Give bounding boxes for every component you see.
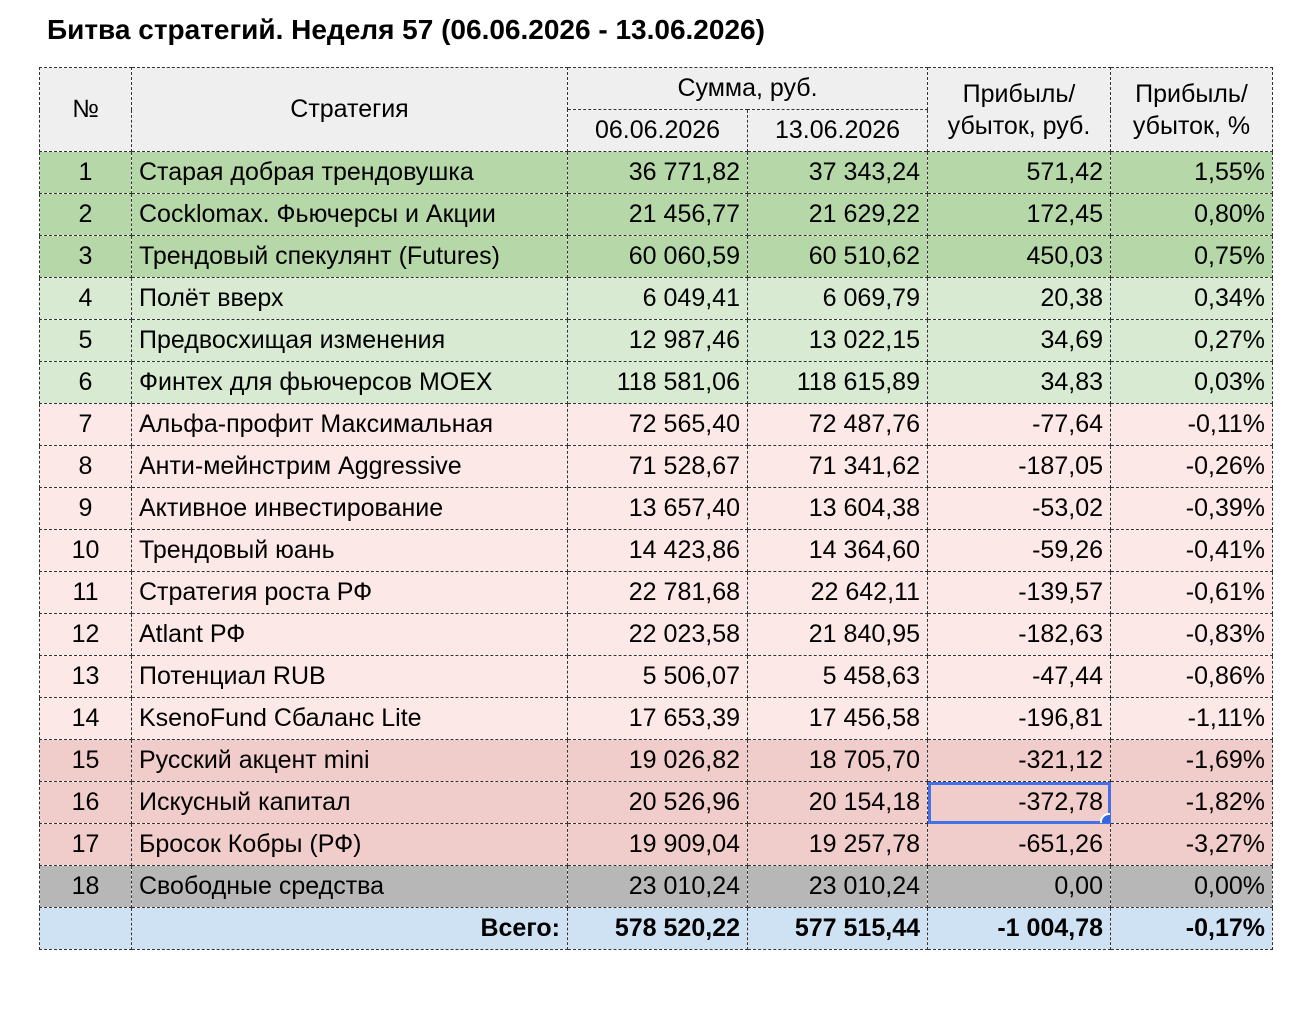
cell-pl-rub[interactable]: 571,42 xyxy=(928,152,1111,194)
cell-pl-pct[interactable]: 1,55% xyxy=(1111,152,1273,194)
cell-num[interactable]: 4 xyxy=(40,278,132,320)
cell-sum-start[interactable]: 19 026,82 xyxy=(568,740,748,782)
cell-pl-rub[interactable]: -182,63 xyxy=(928,614,1111,656)
cell-sum-start[interactable]: 14 423,86 xyxy=(568,530,748,572)
cell-num[interactable]: 15 xyxy=(40,740,132,782)
header-pl-pct-line2: убыток, % xyxy=(1132,111,1251,140)
cell-pl-pct[interactable]: -0,39% xyxy=(1111,488,1273,530)
table-row xyxy=(40,152,1273,194)
header-num[interactable]: № xyxy=(40,68,132,152)
cell-sum-end[interactable]: 13 022,15 xyxy=(748,320,928,362)
cell-sum-start[interactable]: 22 023,58 xyxy=(568,614,748,656)
header-strategy[interactable]: Стратегия xyxy=(132,68,568,152)
cell-strategy[interactable]: Трендовый юань xyxy=(132,530,568,572)
cell-pl-pct[interactable]: 0,03% xyxy=(1111,362,1273,404)
cell-sum-end[interactable]: 19 257,78 xyxy=(748,824,928,866)
cell-pl-pct[interactable]: -0,61% xyxy=(1111,572,1273,614)
sheet-title: Битва стратегий. Неделя 57 (06.06.2026 - 13.06.2026) xyxy=(47,14,765,45)
table-row xyxy=(40,866,1273,908)
cell-pl-rub[interactable]: 34,83 xyxy=(928,362,1111,404)
cell-sum-start[interactable]: 36 771,82 xyxy=(568,152,748,194)
table-row xyxy=(40,698,1273,740)
cell-strategy[interactable]: Atlant РФ xyxy=(132,614,568,656)
cell-pl-rub[interactable]: 450,03 xyxy=(928,236,1111,278)
cell-strategy[interactable]: Cocklomax. Фьючерсы и Акции xyxy=(132,194,568,236)
total-pl-rub[interactable]: -1 004,78 xyxy=(928,908,1111,950)
cell-pl-pct[interactable]: 0,00% xyxy=(1111,866,1273,908)
cell-sum-start[interactable]: 118 581,06 xyxy=(568,362,748,404)
total-sum-end[interactable]: 577 515,44 xyxy=(748,908,928,950)
total-label[interactable]: Всего: xyxy=(132,908,568,950)
cell-pl-rub[interactable]: -196,81 xyxy=(928,698,1111,740)
cell-strategy[interactable]: Старая добрая трендовушка xyxy=(132,152,568,194)
cell-sum-end[interactable]: 118 615,89 xyxy=(748,362,928,404)
table-row xyxy=(40,740,1273,782)
table-row xyxy=(40,824,1273,866)
cell-pl-rub[interactable]: -651,26 xyxy=(928,824,1111,866)
table-row xyxy=(40,488,1273,530)
cell-strategy[interactable]: Стратегия роста РФ xyxy=(132,572,568,614)
cell-sum-start[interactable]: 20 526,96 xyxy=(568,782,748,824)
cell-pl-pct[interactable]: 0,27% xyxy=(1111,320,1273,362)
header-pl-rub-line2: убыток, руб. xyxy=(947,111,1091,140)
cell-sum-start[interactable]: 17 653,39 xyxy=(568,698,748,740)
cell-sum-end[interactable]: 22 642,11 xyxy=(748,572,928,614)
table-row xyxy=(40,362,1273,404)
total-empty-cell[interactable] xyxy=(40,908,132,950)
cell-pl-rub[interactable]: 34,69 xyxy=(928,320,1111,362)
cell-sum-end[interactable]: 20 154,18 xyxy=(748,782,928,824)
cell-sum-end[interactable]: 21 840,95 xyxy=(748,614,928,656)
cell-pl-rub[interactable]: 0,00 xyxy=(928,866,1111,908)
cell-sum-start[interactable]: 13 657,40 xyxy=(568,488,748,530)
cell-sum-end[interactable]: 18 705,70 xyxy=(748,740,928,782)
cell-pl-rub-value: -372,78 xyxy=(1018,788,1103,816)
total-pl-pct[interactable]: -0,17% xyxy=(1111,908,1273,950)
cell-sum-start[interactable]: 21 456,77 xyxy=(568,194,748,236)
table-row xyxy=(40,194,1273,236)
table-row xyxy=(40,404,1273,446)
total-sum-start[interactable]: 578 520,22 xyxy=(568,908,748,950)
cell-num[interactable]: 5 xyxy=(40,320,132,362)
cell-strategy[interactable]: Свободные средства xyxy=(132,866,568,908)
cell-pl-rub[interactable]: 20,38 xyxy=(928,278,1111,320)
cell-strategy[interactable]: Финтех для фьючерсов MOEX xyxy=(132,362,568,404)
cell-sum-start[interactable]: 71 528,67 xyxy=(568,446,748,488)
cell-strategy[interactable]: Русский акцент mini xyxy=(132,740,568,782)
cell-num[interactable]: 7 xyxy=(40,404,132,446)
strategies-table xyxy=(39,67,1273,950)
cell-num[interactable]: 6 xyxy=(40,362,132,404)
header-pl-rub[interactable] xyxy=(928,68,1111,152)
cell-strategy[interactable]: Бросок Кобры (РФ) xyxy=(132,824,568,866)
cell-sum-end[interactable]: 5 458,63 xyxy=(748,656,928,698)
header-pl-pct-line1: Прибыль/ xyxy=(1135,79,1248,108)
cell-pl-rub[interactable]: -139,57 xyxy=(928,572,1111,614)
cell-sum-end[interactable]: 13 604,38 xyxy=(748,488,928,530)
cell-num[interactable]: 12 xyxy=(40,614,132,656)
cell-sum-end[interactable]: 6 069,79 xyxy=(748,278,928,320)
cell-strategy[interactable]: Потенциал RUB xyxy=(132,656,568,698)
table-row xyxy=(40,656,1273,698)
table-row xyxy=(40,278,1273,320)
cell-num[interactable]: 2 xyxy=(40,194,132,236)
cell-sum-start[interactable]: 22 781,68 xyxy=(568,572,748,614)
cell-pl-pct[interactable]: -0,26% xyxy=(1111,446,1273,488)
cell-pl-pct[interactable]: 0,34% xyxy=(1111,278,1273,320)
cell-strategy[interactable]: Альфа-профит Максимальная xyxy=(132,404,568,446)
cell-pl-rub[interactable]: -59,26 xyxy=(928,530,1111,572)
cell-sum-end[interactable]: 17 456,58 xyxy=(748,698,928,740)
cell-pl-pct[interactable]: -0,41% xyxy=(1111,530,1273,572)
cell-strategy[interactable]: Активное инвестирование xyxy=(132,488,568,530)
cell-pl-pct[interactable]: -0,86% xyxy=(1111,656,1273,698)
cell-sum-end[interactable]: 71 341,62 xyxy=(748,446,928,488)
cell-sum-end[interactable]: 60 510,62 xyxy=(748,236,928,278)
cell-num[interactable]: 14 xyxy=(40,698,132,740)
header-date-end[interactable]: 13.06.2026 xyxy=(748,110,928,152)
table-row xyxy=(40,614,1273,656)
cell-pl-pct[interactable]: 0,80% xyxy=(1111,194,1273,236)
table-row xyxy=(40,530,1273,572)
cell-sum-start[interactable]: 72 565,40 xyxy=(568,404,748,446)
selected-cell-pl-rub[interactable] xyxy=(928,782,1111,824)
cell-strategy[interactable]: Полёт вверх xyxy=(132,278,568,320)
total-row xyxy=(40,908,1273,950)
cell-num[interactable]: 3 xyxy=(40,236,132,278)
header-date-start[interactable]: 06.06.2026 xyxy=(568,110,748,152)
cell-sum-end[interactable]: 23 010,24 xyxy=(748,866,928,908)
cell-sum-end[interactable]: 37 343,24 xyxy=(748,152,928,194)
cell-num[interactable]: 11 xyxy=(40,572,132,614)
table-row xyxy=(40,446,1273,488)
cell-sum-start[interactable]: 6 049,41 xyxy=(568,278,748,320)
cell-sum-start[interactable]: 60 060,59 xyxy=(568,236,748,278)
cell-pl-rub[interactable]: 172,45 xyxy=(928,194,1111,236)
cell-num[interactable]: 16 xyxy=(40,782,132,824)
cell-pl-pct[interactable]: -0,83% xyxy=(1111,614,1273,656)
header-pl-rub-line1: Прибыль/ xyxy=(962,79,1076,108)
cell-pl-pct[interactable]: -1,82% xyxy=(1111,782,1273,824)
cell-pl-pct[interactable]: -1,11% xyxy=(1111,698,1273,740)
cell-sum-end[interactable]: 21 629,22 xyxy=(748,194,928,236)
cell-num[interactable]: 9 xyxy=(40,488,132,530)
cell-strategy[interactable]: Предвосхищая изменения xyxy=(132,320,568,362)
cell-pl-rub[interactable]: -187,05 xyxy=(928,446,1111,488)
cell-sum-start[interactable]: 5 506,07 xyxy=(568,656,748,698)
cell-pl-pct[interactable]: -0,11% xyxy=(1111,404,1273,446)
cell-pl-pct[interactable]: -3,27% xyxy=(1111,824,1273,866)
cell-num[interactable]: 13 xyxy=(40,656,132,698)
table-row xyxy=(40,320,1273,362)
cell-strategy[interactable]: Трендовый спекулянт (Futures) xyxy=(132,236,568,278)
cell-strategy[interactable]: Искусный капитал xyxy=(132,782,568,824)
header-sum[interactable]: Сумма, руб. xyxy=(568,68,928,110)
header-pl-pct[interactable] xyxy=(1111,68,1273,152)
cell-sum-start[interactable]: 12 987,46 xyxy=(568,320,748,362)
cell-sum-end[interactable]: 72 487,76 xyxy=(748,404,928,446)
cell-sum-end[interactable]: 14 364,60 xyxy=(748,530,928,572)
cell-num[interactable]: 18 xyxy=(40,866,132,908)
cell-strategy[interactable]: Анти-мейнстрим Aggressive xyxy=(132,446,568,488)
cell-num[interactable]: 1 xyxy=(40,152,132,194)
table-row xyxy=(40,782,1273,824)
cell-pl-rub[interactable]: -321,12 xyxy=(928,740,1111,782)
cell-sum-start[interactable]: 23 010,24 xyxy=(568,866,748,908)
cell-pl-pct[interactable]: 0,75% xyxy=(1111,236,1273,278)
cell-num[interactable]: 17 xyxy=(40,824,132,866)
cell-pl-pct[interactable]: -1,69% xyxy=(1111,740,1273,782)
cell-num[interactable]: 10 xyxy=(40,530,132,572)
cell-strategy[interactable]: KsenoFund Сбаланс Lite xyxy=(132,698,568,740)
cell-num[interactable]: 8 xyxy=(40,446,132,488)
table-row xyxy=(40,572,1273,614)
cell-pl-rub[interactable]: -53,02 xyxy=(928,488,1111,530)
table-row xyxy=(40,236,1273,278)
cell-sum-start[interactable]: 19 909,04 xyxy=(568,824,748,866)
cell-pl-rub[interactable]: -47,44 xyxy=(928,656,1111,698)
cell-pl-rub[interactable]: -77,64 xyxy=(928,404,1111,446)
